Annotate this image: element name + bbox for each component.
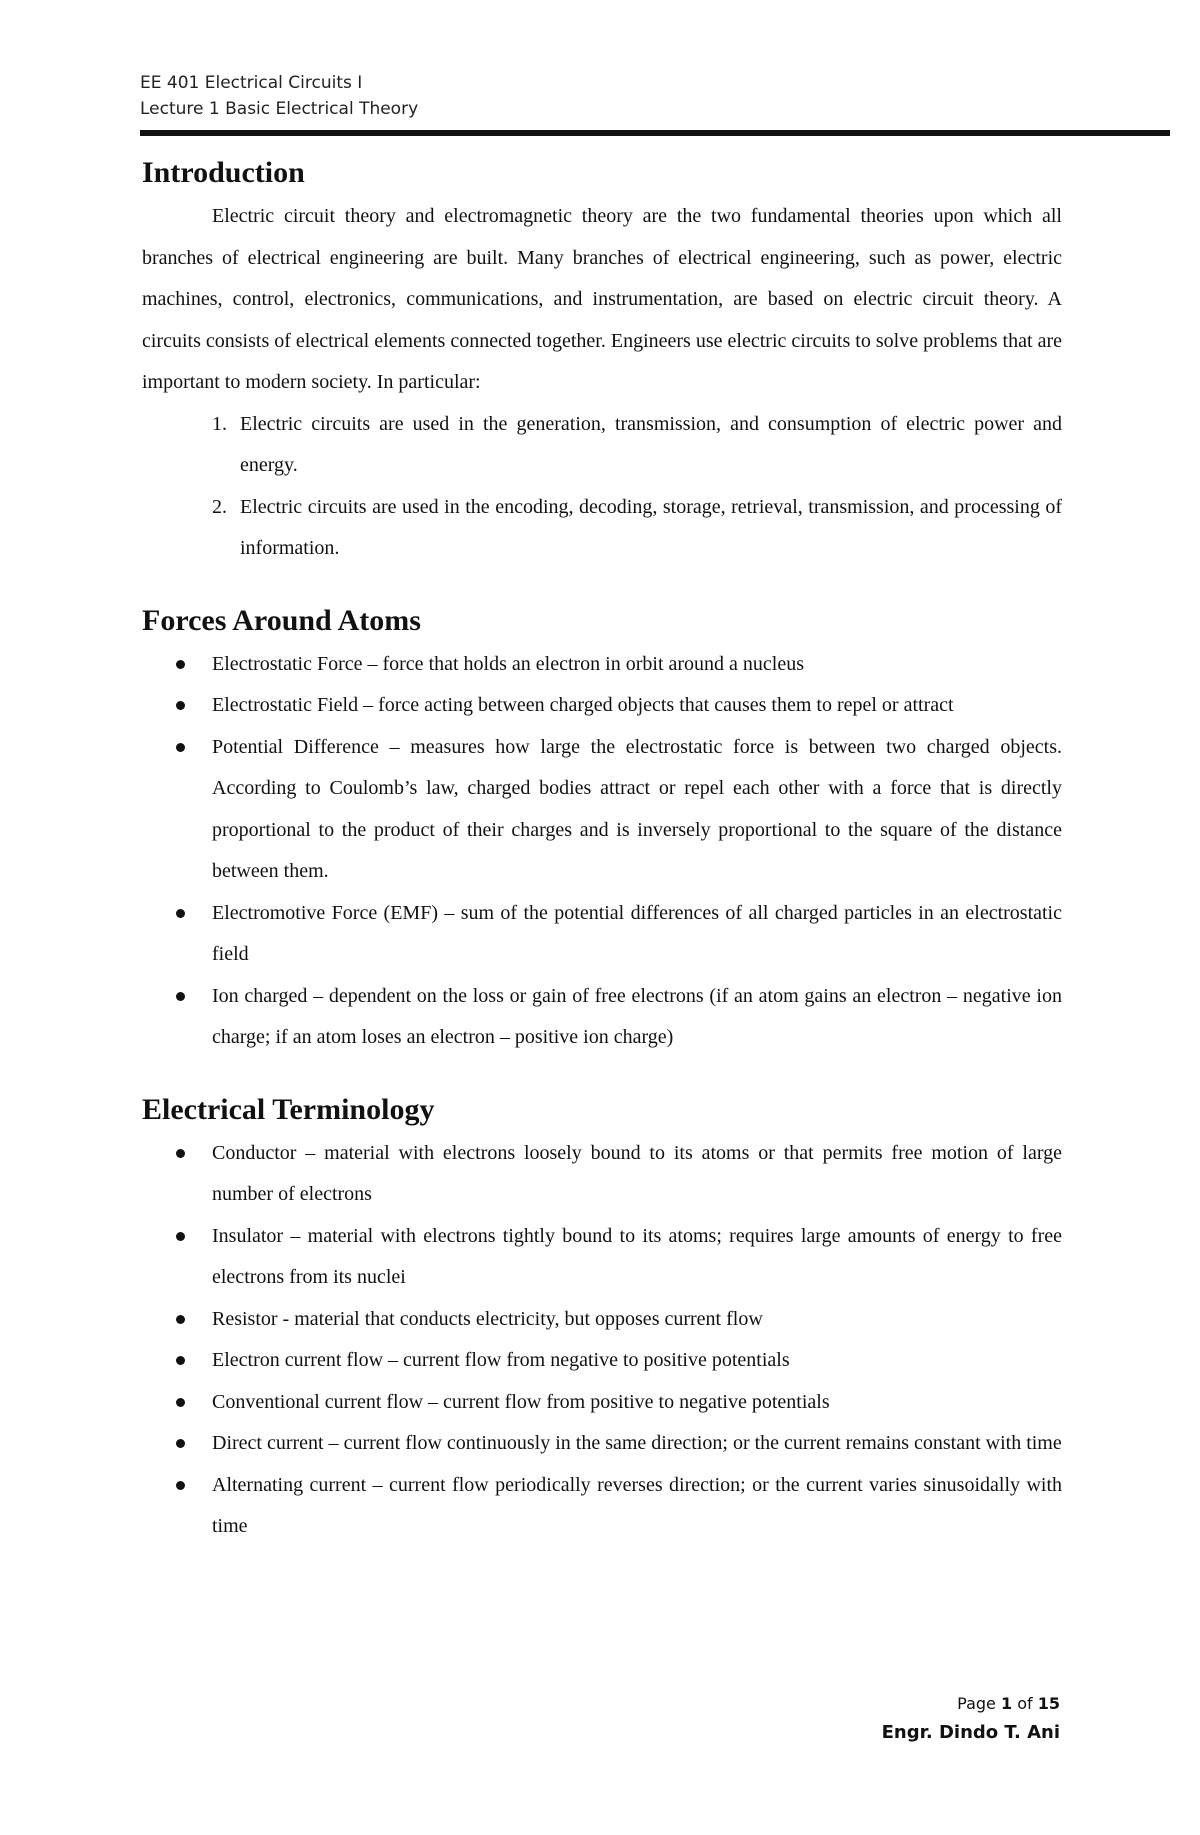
section-heading-introduction: Introduction [142, 156, 305, 189]
item-text: Electrostatic Force – force that holds an electron in orbit around a nucleus [212, 652, 805, 675]
list-item [212, 893, 1062, 976]
bullet-icon [176, 1356, 185, 1365]
page-content [142, 158, 1062, 1548]
item-text: Potential Difference – measures how large the electrostatic force is between two charged objects. According to Coulomb’s law, charged bodies attract or repel each other with a force that is directly proportional to the product of their charges and is inversely proportional to the square of the distance between them. [212, 735, 1062, 882]
item-text: Resistor - material that conducts electricity, but opposes current flow [212, 1307, 763, 1330]
item-text: Ion charged – dependent on the loss or gain of free electrons (if an atom gains an electron – negative ion charge; if an atom loses an electron – positive ion charge) [212, 984, 1062, 1048]
page-number [882, 1690, 1060, 1718]
list-item [212, 976, 1062, 1059]
page-of: of [1017, 1694, 1033, 1713]
bullet-icon [176, 701, 185, 710]
item-text: Electron current flow – current flow from negative to positive potentials [212, 1349, 790, 1371]
numbered-item [212, 487, 1062, 570]
list-item [212, 1133, 1062, 1216]
intro-numbered-list [142, 404, 1062, 570]
bullet-icon [176, 909, 185, 918]
bullet-icon [176, 1439, 185, 1448]
item-text: Electric circuits are used in the encoding, decoding, storage, retrieval, transmission, and processing of information. [240, 495, 1062, 559]
section-heading-forces: Forces Around Atoms [142, 603, 421, 637]
page-header [140, 70, 418, 122]
list-item [212, 1216, 1062, 1299]
bullet-icon [176, 1481, 185, 1490]
bullet-icon [176, 660, 185, 669]
item-text: Conductor – material with electrons loosely bound to its atoms or that permits free motion of large number of electrons [212, 1141, 1062, 1205]
terminology-bullet-list [142, 1133, 1062, 1548]
author-name: Engr. Dindo T. Ani [881, 1722, 1060, 1743]
section-heading-terminology: Electrical Terminology [142, 1092, 435, 1126]
page-footer [882, 1690, 1060, 1748]
intro-paragraph: Electric circuit theory and electromagnetic theory are the two fundamental theories upon which all branches of electrical engineering are built. Many branches of electrical engineering, such as power, electric machines, control, electronics, communications, and instrumentation, are based on electric circuit theory. A circuits consists of electrical elements connected together. Engineers use electric circuits to solve problems that are important to modern society. In particular: [142, 205, 1062, 393]
numbered-item [212, 404, 1062, 487]
bullet-icon [176, 1149, 185, 1158]
list-item [212, 1382, 1062, 1424]
page-current: 1 [1000, 1694, 1013, 1713]
item-text: Electrostatic Field – force acting between charged objects that causes them to repel or attract [212, 694, 954, 716]
item-text: Direct current – current flow continuously in the same direction; or the current remains constant with time [212, 1432, 1062, 1454]
item-text: Electromotive Force (EMF) – sum of the potential differences of all charged particles in an electrostatic field [212, 901, 1062, 965]
list-item [212, 1299, 1062, 1341]
item-text: Electric circuits are used in the generation, transmission, and consumption of electric power and energy. [240, 412, 1062, 476]
item-text: Insulator – material with electrons tightly bound to its atoms; requires large amounts of energy to free electrons from its nuclei [212, 1224, 1062, 1288]
lecture-title: Lecture 1 Basic Electrical Theory [140, 99, 419, 119]
list-item [212, 727, 1062, 893]
list-item [212, 1465, 1062, 1548]
item-text: Conventional current flow – current flow from positive to negative potentials [212, 1390, 830, 1413]
list-item [212, 1340, 1062, 1382]
item-number: 1. [212, 412, 227, 435]
bullet-icon [176, 1398, 185, 1407]
list-item [212, 644, 1062, 686]
item-number: 2. [212, 495, 227, 518]
header-rule [140, 130, 1170, 136]
item-text: Alternating current – current flow periodically reverses direction; or the current varies sinusoidally with time [212, 1473, 1062, 1537]
bullet-icon [176, 1315, 185, 1324]
forces-bullet-list [142, 644, 1062, 1059]
list-item [212, 685, 1062, 727]
bullet-icon [176, 743, 185, 752]
course-title: EE 401 Electrical Circuits I [140, 73, 363, 93]
page-total: 15 [1037, 1694, 1060, 1713]
list-item [212, 1423, 1062, 1465]
page-prefix: Page [957, 1694, 996, 1713]
bullet-icon [176, 992, 185, 1001]
bullet-icon [176, 1232, 185, 1241]
